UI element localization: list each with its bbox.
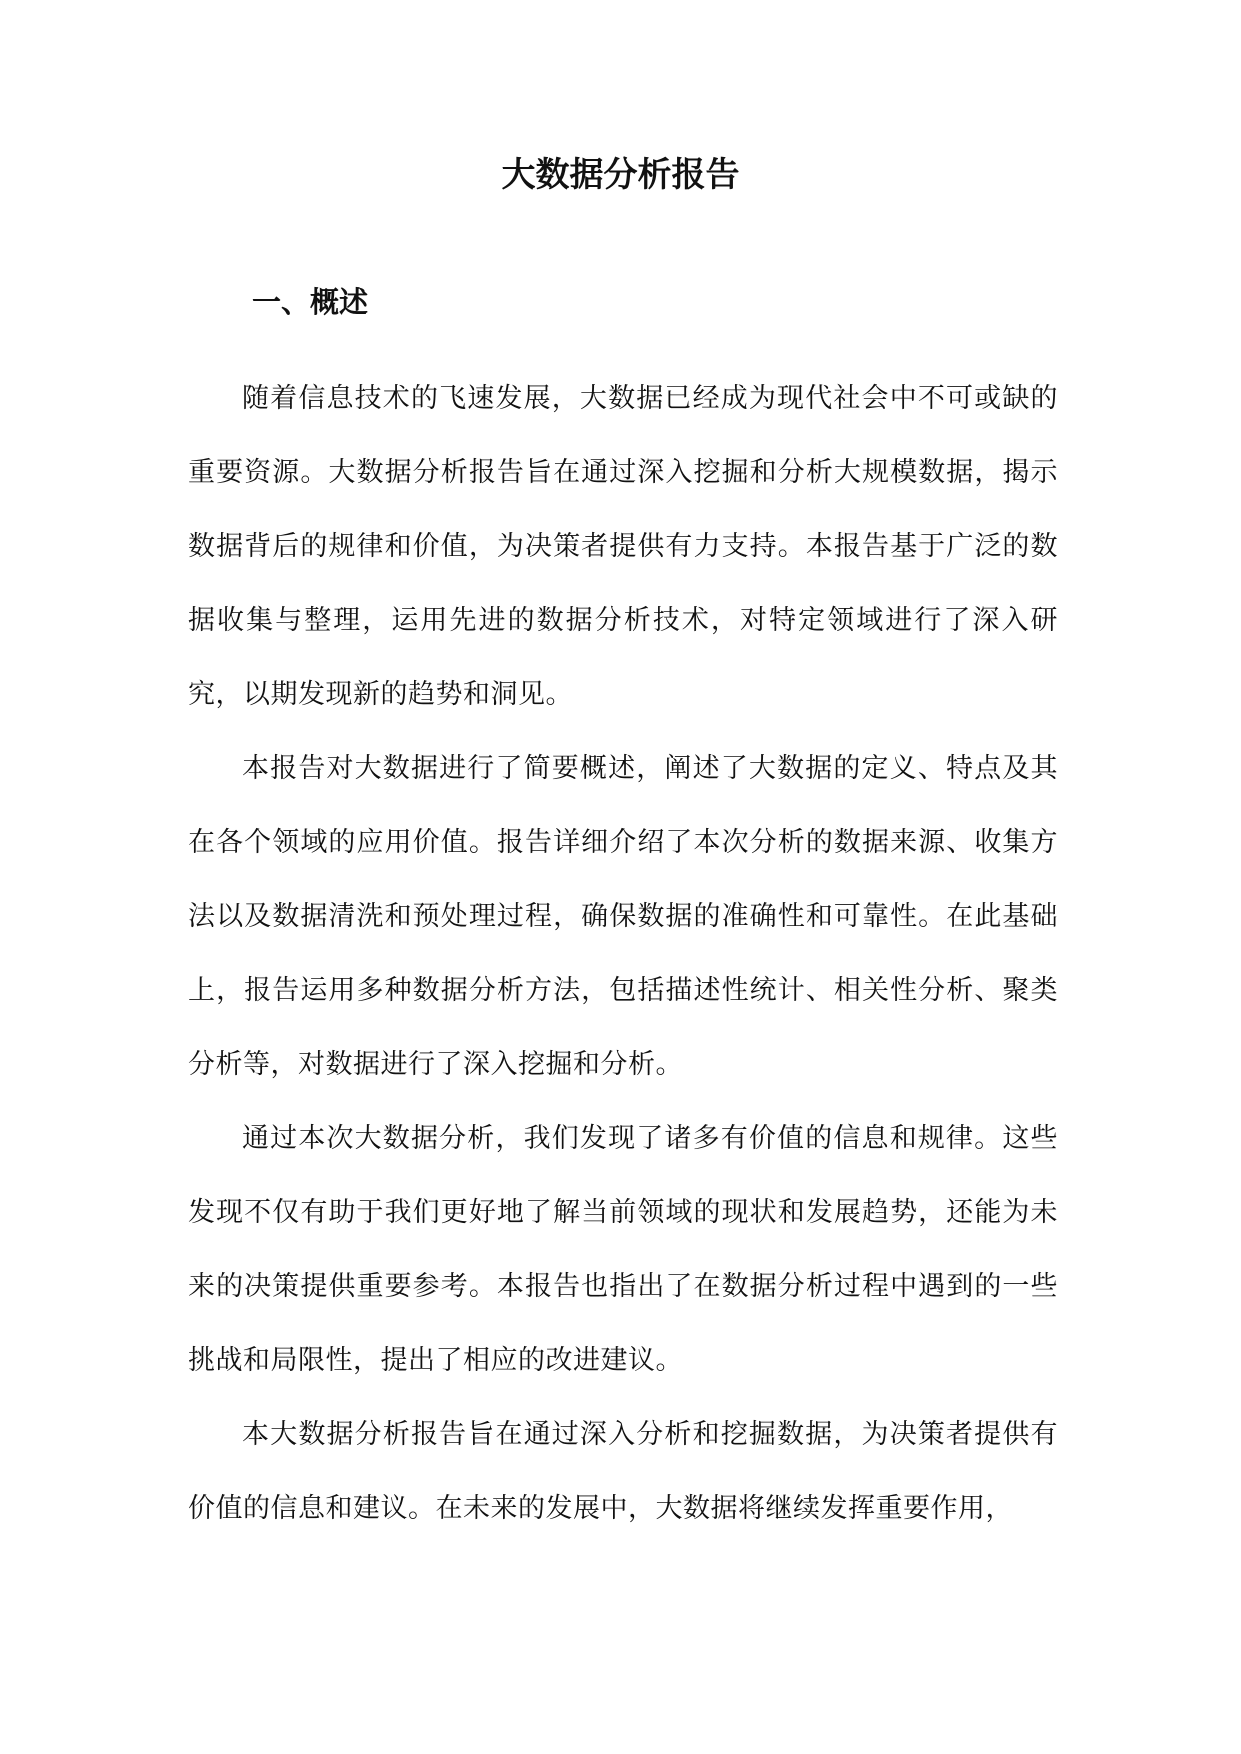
paragraph: 本大数据分析报告旨在通过深入分析和挖掘数据，为决策者提供有价值的信息和建议。在未来的发展中，大数据将继续发挥重要作用， [188,1419,1058,1524]
section-heading-overview: 一、概述 [252,285,369,319]
document-title: 大数据分析报告 [501,155,740,195]
paragraph: 本报告对大数据进行了简要概述，阐述了大数据的定义、特点及其在各个领域的应用价值。报告详细介绍了本次分析的数据来源、收集方法以及数据清洗和预处理过程，确保数据的准确性和可靠性。在此基础上，报告运用多种数据分析方法，包括描述性统计、相关性分析、聚类分析等，对数据进行了深入挖掘和分析。 [188,753,1058,1080]
paragraph: 通过本次大数据分析，我们发现了诸多有价值的信息和规律。这些发现不仅有助于我们更好地了解当前领域的现状和发展趋势，还能为未来的决策提供重要参考。本报告也指出了在数据分析过程中遇到的一些挑战和局限性，提出了相应的改进建议。 [188,1123,1058,1376]
paragraph: 随着信息技术的飞速发展，大数据已经成为现代社会中不可或缺的重要资源。大数据分析报告旨在通过深入挖掘和分析大规模数据，揭示数据背后的规律和价值，为决策者提供有力支持。本报告基于广泛的数据收集与整理，运用先进的数据分析技术，对特定领域进行了深入研究，以期发现新的趋势和洞见。 [188,383,1058,710]
body-text [188,362,1058,1546]
